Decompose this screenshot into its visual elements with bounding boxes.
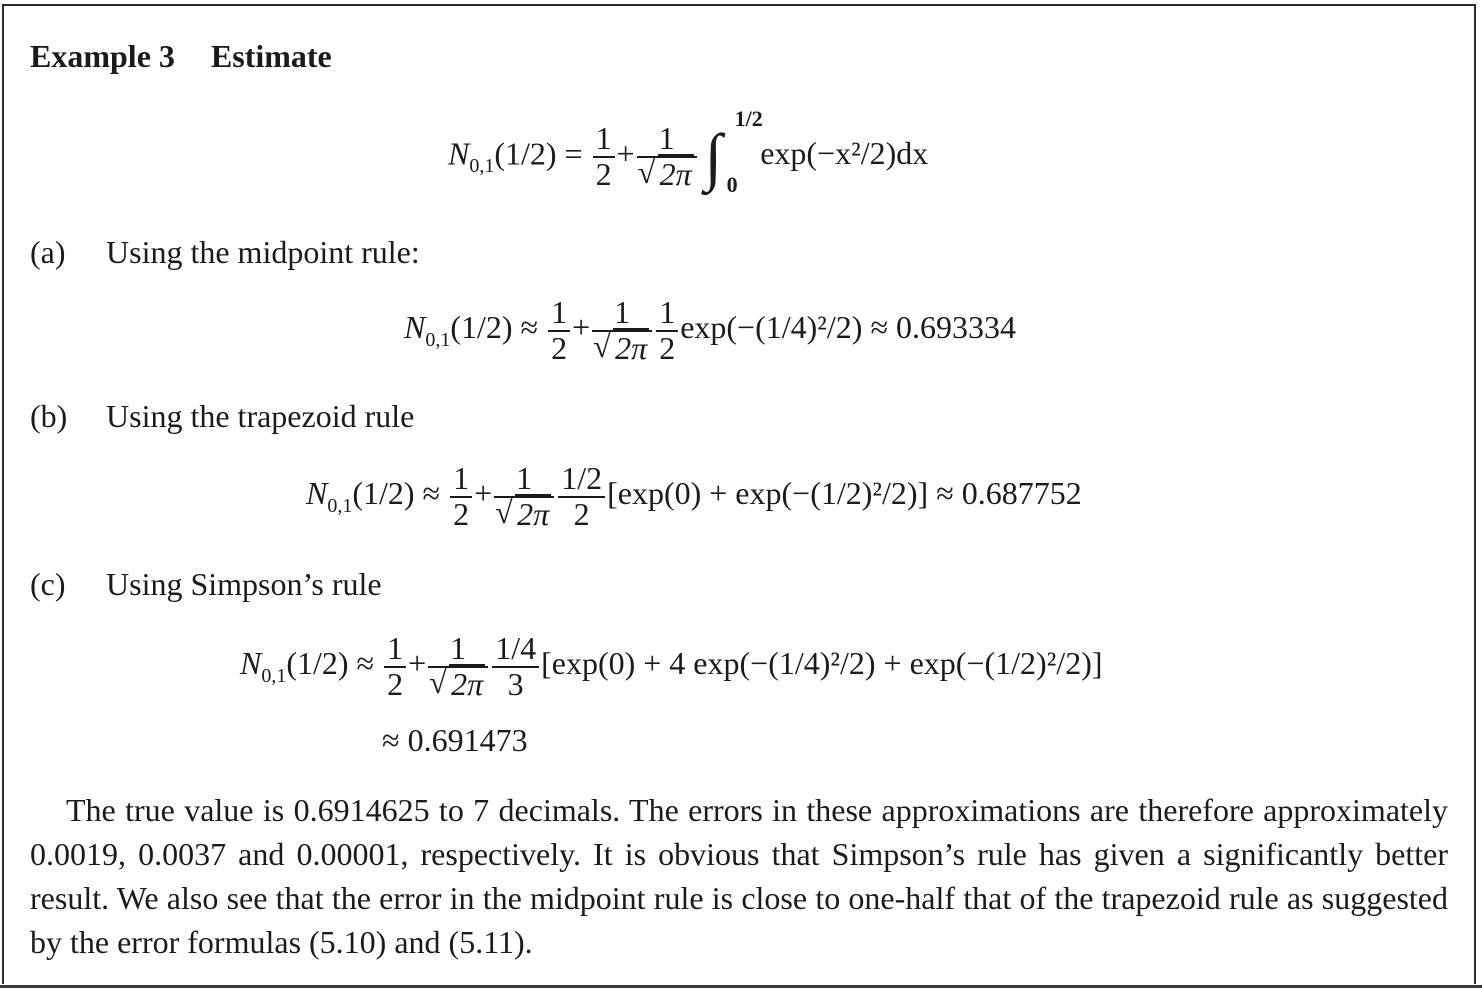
main-equation: $N_{0,1}(1/2)$ = $\frac{1}{2}$ + 1 √ 2π ∫ 1/2 0 exp(−x²/2)dx bbox=[448, 120, 928, 194]
part-b-label: (b) Using the trapezoid rule bbox=[30, 398, 415, 434]
part-b-equation: $N_{0,1}(1/2)$ ≈ $\frac{1}{2}$ + 1 √ 2π $\frac{1/2}{2}$ [exp(0) + exp(−(1/2)²/2)] ≈ 0.687752 bbox=[306, 462, 1082, 531]
bottom-rule bbox=[0, 985, 1482, 988]
integral-sign: ∫ 1/2 0 bbox=[704, 106, 763, 197]
part-c-label: (c) Using Simpson’s rule bbox=[30, 566, 382, 602]
part-a-equation: $N_{0,1}(1/2)$ ≈ $\frac{1}{2}$ + 1 √ 2π $\frac{1}{2}$ exp(−(1/4)²/2) ≈ 0.693334 bbox=[404, 296, 1016, 365]
conclusion-paragraph: The true value is 0.6914625 to 7 decimals. The errors in these approximations are therefore approximately 0.0019, 0.0037 and 0.00001, respectively. It is obvious that Simpson’s rule has given a significantly better result. We also see that the error in the midpoint rule is close to one-half that of the trapezoid rule as suggested by the error formulas (5.10) and (5.11). bbox=[30, 792, 1448, 960]
half-fraction: $\frac{1}{2}$ bbox=[593, 122, 615, 191]
coef-fraction: 1 √ 2π bbox=[637, 122, 697, 191]
part-c-equation: $N_{0,1}(1/2)$ ≈ $\frac{1}{2}$ + 1 √ 2π $\frac{1/4}{3}$ [exp(0) + 4 exp(−(1/4)²/2) + exp(−(1/2)²/2)] bbox=[240, 632, 1103, 701]
example-title: Estimate bbox=[210, 38, 332, 74]
part-a-label: (a) Using the midpoint rule: bbox=[30, 234, 420, 270]
part-c-result: ≈ 0.691473 bbox=[382, 722, 528, 758]
example-label: Example 3 bbox=[30, 38, 175, 74]
example-heading bbox=[30, 38, 332, 75]
